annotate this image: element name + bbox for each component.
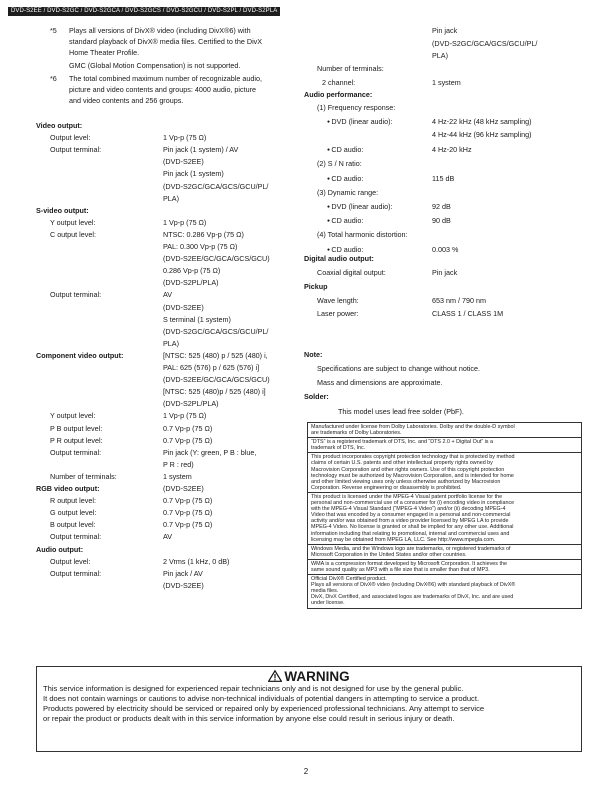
- spec-value: 0.7 Vp-p (75 Ω): [163, 423, 213, 433]
- warning-line: Products powered by electricity should be serviced or repaired only by experienced professional technicians. Any attempt to service: [43, 704, 485, 713]
- legal-notice: [308, 423, 581, 437]
- spec-value: Pin jack (1 system) / AV: [163, 145, 239, 155]
- spec-label: Output level:: [50, 556, 91, 566]
- warning-line: This service information is designed for experienced repair technicians only and is not designed for use by the general public.: [43, 684, 464, 693]
- legal-notice: [308, 559, 581, 574]
- spec-label-text: (1) Frequency response:: [317, 103, 396, 112]
- spec-label: Laser power:: [317, 309, 359, 318]
- footnote-6-line: picture and video contents and groups: 4000 audio, picture: [69, 85, 257, 94]
- legal-notice: [308, 492, 581, 544]
- spec-value: [NTSC: 525 (480)p / 525 (480) i]: [163, 387, 266, 397]
- spec-value: [NTSC: 525 (480) p / 525 (480) i,: [163, 350, 268, 360]
- legal-notice-line: are trademarks of Dolby Laboratories.: [311, 430, 402, 437]
- spec-value: NTSC: 0.286 Vp-p (75 Ω): [163, 229, 244, 239]
- section-heading: Audio output:: [36, 544, 84, 554]
- spec-bullet-label: [327, 144, 363, 156]
- warning-triangle-icon: [268, 670, 282, 682]
- legal-notice-line: Microsoft Corporation in the United States and/or other countries.: [311, 551, 467, 558]
- legal-notice-line: Windows Media, and the Windows logo are trademarks, or registered trademarks of: [311, 545, 511, 552]
- spec-label: R output level:: [50, 496, 96, 506]
- legal-notice-line: DivX, DivX Certified, and associated logos are trademarks of DivX, Inc. and are used: [311, 594, 514, 601]
- spec-label: [317, 102, 395, 113]
- bullet-icon: ●: [327, 218, 332, 225]
- spec-value: (DVD-S2GC/GCA/GCS/GCU/PL/: [163, 326, 269, 336]
- legal-notice-line: This product is licensed under the MPEG-4 Visual patent portfolio license for the: [311, 493, 503, 500]
- legal-notice-line: information including that relating to promotional, internal and commercial uses and: [311, 530, 510, 537]
- spec-value: S terminal (1 system): [163, 314, 231, 324]
- spec-label: Output terminal:: [50, 447, 102, 457]
- spec-label-text: CD audio:: [331, 244, 364, 254]
- spec-label-text: CD audio:: [331, 145, 364, 155]
- spec-bullet-label: [327, 173, 363, 185]
- spec-value: AV: [163, 290, 173, 300]
- spec-value: 0.7 Vp-p (75 Ω): [163, 435, 213, 445]
- spec-label-text: (4) Total harmonic distortion:: [317, 230, 408, 240]
- pickup-heading: Pickup: [304, 282, 328, 291]
- spec-label: [317, 158, 362, 169]
- spec-value: 0.7 Vp-p (75 Ω): [163, 520, 213, 530]
- legal-notice-line: This product incorporates copyright protection technology that is protected by method: [311, 454, 515, 461]
- spec-value: (DVD-S2EE/GC/GCA/GCS/GCU): [163, 254, 270, 264]
- spec-label: Number of terminals:: [317, 64, 384, 73]
- footnote-6-line: and video contents and 256 groups.: [69, 96, 184, 105]
- legal-notice-line: Plays all versions of DivX® video (including DivX®6) with standard playback of DivX®: [311, 582, 516, 589]
- spec-label: Y output level:: [50, 411, 96, 421]
- spec-label: B output level:: [50, 520, 96, 530]
- bullet-icon: ●: [327, 119, 332, 126]
- legal-notice-line: personal and non-commercial use of a consumer for (i) encoding video in compliance: [311, 500, 515, 507]
- spec-value: PLA): [432, 51, 448, 60]
- legal-notice-line: activity and/or was obtained from a video provider licensed by MPEG LA to provide: [311, 518, 509, 525]
- spec-value: (DVD-S2PL/PLA): [163, 278, 219, 288]
- legal-notice-line: licensing may be obtained from MPEG LA, LLC. See http://www.mpegla.com.: [311, 536, 496, 543]
- spec-value: 90 dB: [432, 216, 451, 226]
- legal-notice-line: and other limited viewing uses only unless otherwise authorized by Macrovision: [311, 478, 501, 485]
- spec-label: Coaxial digital output:: [317, 268, 386, 277]
- legal-notice: [308, 437, 581, 452]
- footnote-5-line: standard playback of DivX® media files. Certified to the DivX: [69, 37, 263, 46]
- spec-label-text: CD audio:: [331, 173, 364, 183]
- spec-value: 0.7 Vp-p (75 Ω): [163, 496, 213, 506]
- note-line: Mass and dimensions are approximate.: [317, 378, 443, 387]
- section-heading: S-video output:: [36, 205, 89, 215]
- spec-label: Output terminal:: [50, 290, 102, 300]
- legal-notice-line: under license.: [311, 600, 345, 607]
- spec-value: (DVD-S2PL/PLA): [163, 399, 219, 409]
- warning-box: [36, 666, 582, 752]
- spec-value: Pin jack / AV: [163, 568, 203, 578]
- spec-value: 4 Hz-20 kHz: [432, 145, 472, 155]
- bullet-icon: ●: [327, 246, 332, 253]
- spec-value: PAL: 625 (576) p / 625 (576) i]: [163, 363, 260, 372]
- spec-value: (DVD-S2EE/GC/GCA/GCS/GCU): [163, 375, 270, 385]
- legal-notice: [308, 452, 581, 492]
- spec-value: 4 Hz-44 kHz (96 kHz sampling): [432, 130, 532, 140]
- spec-label-text: DVD (linear audio):: [331, 202, 393, 211]
- spec-value: 1 Vp-p (75 Ω): [163, 133, 207, 143]
- footnote-6-mark: *6: [50, 74, 57, 83]
- legal-notice-line: WMA is a compression format developed by Microsoft Corporation. It achieves the: [311, 560, 507, 567]
- spec-value: 653 nm / 790 nm: [432, 296, 486, 305]
- spec-label: Output terminal:: [50, 568, 102, 578]
- gmc-note: GMC (Global Motion Compensation) is not supported.: [69, 61, 241, 70]
- footnote-5-line: Home Theater Profile.: [69, 48, 140, 57]
- spec-label: Output terminal:: [50, 532, 102, 542]
- spec-value: (DVD-S2EE): [163, 580, 204, 590]
- spec-value: PLA): [163, 193, 179, 203]
- legal-notice-line: media files.: [311, 588, 339, 595]
- legal-notice-line: MPEG-4 Video. No license is granted or shall be implied for any other use. Additional: [311, 524, 514, 531]
- model-header: DVD-S2EE / DVD-S2GC / DVD-S2GCA / DVD-S2GCS / DVD-S2GCU / DVD-S2PL / DVD-S2PLA: [8, 7, 280, 16]
- spec-value: 4 Hz-22 kHz (48 kHz sampling): [432, 117, 532, 127]
- spec-value: 1 system: [163, 471, 192, 481]
- spec-value: Pin jack (Y: green, P B : blue,: [163, 447, 257, 457]
- bullet-icon: ●: [327, 147, 332, 154]
- bullet-icon: ●: [327, 175, 332, 182]
- spec-value: 1 Vp-p (75 Ω): [163, 411, 207, 421]
- spec-bullet-label: [327, 201, 393, 213]
- spec-value: 2 Vrms (1 kHz, 0 dB): [163, 556, 230, 566]
- page-number: 2: [303, 767, 309, 776]
- spec-value: (DVD-S2EE): [163, 484, 204, 493]
- spec-value: PLA): [163, 338, 179, 348]
- legal-notice-line: “DTS” is a registered trademark of DTS, Inc. and “DTS 2.0 + Digital Out” is a: [311, 439, 493, 446]
- footnote-5-line: Plays all versions of DivX® video (including DivX®6) with: [69, 26, 251, 35]
- spec-value: (DVD-S2GC/GCA/GCS/GCU/PL/: [163, 181, 269, 191]
- spec-value: 0.7 Vp-p (75 Ω): [163, 508, 213, 518]
- spec-label: Wave length:: [317, 296, 359, 305]
- legal-notice-line: technology must be authorized by Macrovision Corporation, and is intended for home: [311, 472, 514, 479]
- spec-bullet-label: [327, 215, 363, 227]
- spec-bullet-label: [327, 116, 393, 128]
- spec-label-text: CD audio:: [331, 216, 364, 226]
- spec-value: 0.003 %: [432, 244, 459, 254]
- warning-line: or repair the product or products dealt with in this service information by anyone else could result in serious injury or death.: [43, 714, 455, 723]
- spec-label: P B output level:: [50, 423, 103, 433]
- spec-value: P R : red): [163, 459, 194, 469]
- spec-value: CLASS 1 / CLASS 1M: [432, 309, 504, 318]
- spec-label: 2 channel:: [322, 78, 356, 87]
- legal-notice: [308, 544, 581, 559]
- solder-text: This model uses lead free solder (PbF).: [338, 407, 464, 416]
- legal-notice-line: Macrovision Corporation and other rights owners. Use of this copyright protection: [311, 466, 505, 473]
- audio-performance-heading: Audio performance:: [304, 90, 373, 99]
- spec-label-text: DVD (linear audio):: [331, 117, 393, 127]
- spec-value: 1 Vp-p (75 Ω): [163, 217, 207, 227]
- legal-notice-line: Manufactured under license from Dolby Laboratories. Dolby and the double-D symbol: [311, 424, 515, 430]
- spec-value: Pin jack (1 system): [163, 169, 224, 179]
- section-heading: RGB video output:: [36, 484, 100, 493]
- footnote-5-mark: *5: [50, 26, 57, 35]
- spec-label: Output level:: [50, 133, 91, 143]
- spec-value: PAL: 0.300 Vp-p (75 Ω): [163, 242, 238, 251]
- section-heading: Video output:: [36, 121, 83, 130]
- digital-audio-heading: Digital audio output:: [304, 254, 374, 263]
- legal-notice: [308, 574, 581, 607]
- spec-label: [317, 187, 378, 198]
- spec-label: [317, 229, 408, 240]
- spec-value: 92 dB: [432, 202, 451, 211]
- solder-heading: Solder:: [304, 392, 329, 401]
- legal-notice-line: claims of certain U.S. patents and other intellectual property rights owned by: [311, 460, 493, 467]
- spec-label: P R output level:: [50, 435, 103, 445]
- spec-label: C output level:: [50, 229, 96, 239]
- spec-value: 1 system: [432, 78, 461, 87]
- legal-notice-line: Video that was encoded by a consumer engaged in a personal and non-commercial: [311, 512, 511, 519]
- spec-label: Number of terminals:: [50, 471, 117, 481]
- legal-notice-line: Official DivX® Certified product.: [311, 576, 387, 583]
- spec-label: G output level:: [50, 508, 97, 518]
- spec-label: Output terminal:: [50, 145, 102, 155]
- bullet-icon: ●: [327, 204, 332, 210]
- legal-notice-line: with the MPEG-4 Visual Standard (“MPEG-4 Video”) and/or (ii) decoding MPEG-4: [311, 506, 506, 513]
- spec-value: (DVD-S2EE): [163, 302, 204, 312]
- warning-line: It does not contain warnings or cautions to advise non-technical individuals of potential dangers in attempting to service a product.: [43, 694, 480, 703]
- footnote-6-line: The total combined maximum number of recognizable audio,: [69, 74, 262, 83]
- spec-value: AV: [163, 532, 173, 542]
- spec-label-text: (3) Dynamic range:: [317, 187, 379, 197]
- legal-notice-line: trademark of DTS, Inc.: [311, 445, 366, 452]
- legal-notices-box: [307, 422, 582, 609]
- spec-label: Y output level:: [50, 217, 96, 227]
- spec-value: (DVD-S2GC/GCA/GCS/GCU/PL/: [432, 39, 538, 48]
- spec-value: (DVD-S2EE): [163, 157, 204, 167]
- spec-value: Pin jack: [432, 26, 458, 35]
- spec-label-text: (2) S / N ratio:: [317, 159, 362, 169]
- spec-value: Pin jack: [432, 268, 458, 277]
- spec-value: 115 dB: [432, 173, 455, 183]
- section-heading: Component video output:: [36, 350, 124, 360]
- spec-value: 0.286 Vp-p (75 Ω): [163, 266, 221, 276]
- note-line: Specifications are subject to change without notice.: [317, 364, 481, 373]
- legal-notice-line: same sound quality as MP3 with a file size that is smaller than that of MP3.: [311, 566, 490, 573]
- warning-title: WARNING: [284, 669, 350, 684]
- note-heading: Note:: [304, 350, 323, 359]
- legal-notice-line: Corporation. Reverse engineering or disassembly is prohibited.: [311, 484, 462, 491]
